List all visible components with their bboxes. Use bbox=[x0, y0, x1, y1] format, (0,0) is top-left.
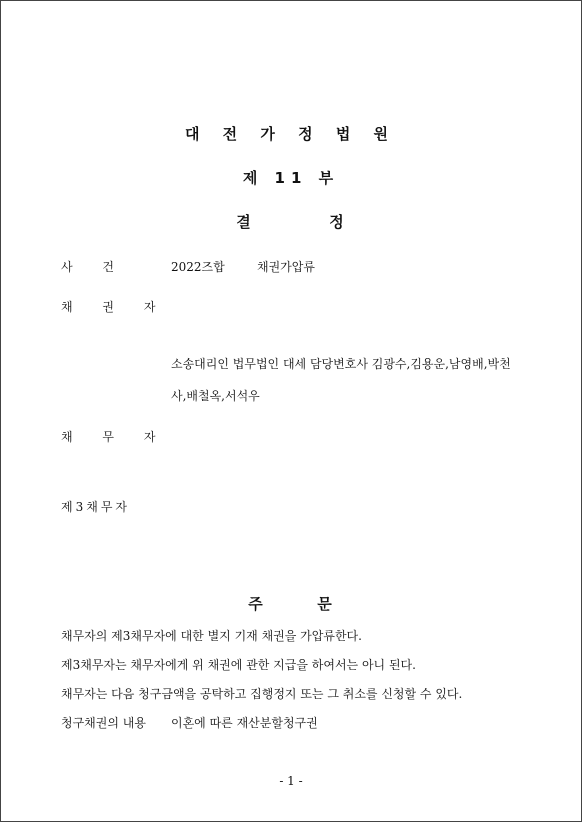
creditor-attorney-line2: 사,배철옥,서석우 bbox=[171, 389, 260, 403]
document-title-part2: 정 bbox=[329, 213, 346, 231]
case-name: 채권가압류 bbox=[257, 260, 315, 274]
debtor-label: 채 무 자 bbox=[61, 430, 169, 444]
document-title bbox=[1, 211, 581, 232]
order-line-3: 채무자는 다음 청구금액을 공탁하고 집행정지 또는 그 취소를 신청할 수 있다. bbox=[61, 687, 463, 701]
page-number: - 1 - bbox=[279, 774, 303, 788]
third-debtor-label: 제3채무자 bbox=[61, 500, 131, 514]
case-number: 2022즈합 bbox=[171, 260, 225, 274]
order-heading-part1: 주 bbox=[248, 595, 265, 613]
creditor-attorney-line1: 소송대리인 법무법인 대세 담당변호사 김광수,김용운,남영배,박천 bbox=[171, 357, 511, 371]
case-label: 사 건 bbox=[61, 260, 127, 274]
claim-value: 이혼에 따른 재산분할청구권 bbox=[171, 716, 318, 730]
creditor-label: 채 권 자 bbox=[61, 300, 169, 314]
order-line-1: 채무자의 제3채무자에 대한 별지 기재 채권을 가압류한다. bbox=[61, 629, 362, 643]
court-division: 제 11 부 bbox=[242, 169, 340, 187]
document-title-part1: 결 bbox=[236, 213, 253, 231]
order-heading bbox=[1, 593, 581, 614]
claim-label: 청구채권의 내용 bbox=[61, 716, 146, 730]
order-line-2: 제3채무자는 채무자에게 위 채권에 관한 지급을 하여서는 아니 된다. bbox=[61, 658, 416, 672]
order-heading-part2: 문 bbox=[317, 595, 334, 613]
court-name: 대 전 가 정 법 원 bbox=[184, 125, 398, 143]
